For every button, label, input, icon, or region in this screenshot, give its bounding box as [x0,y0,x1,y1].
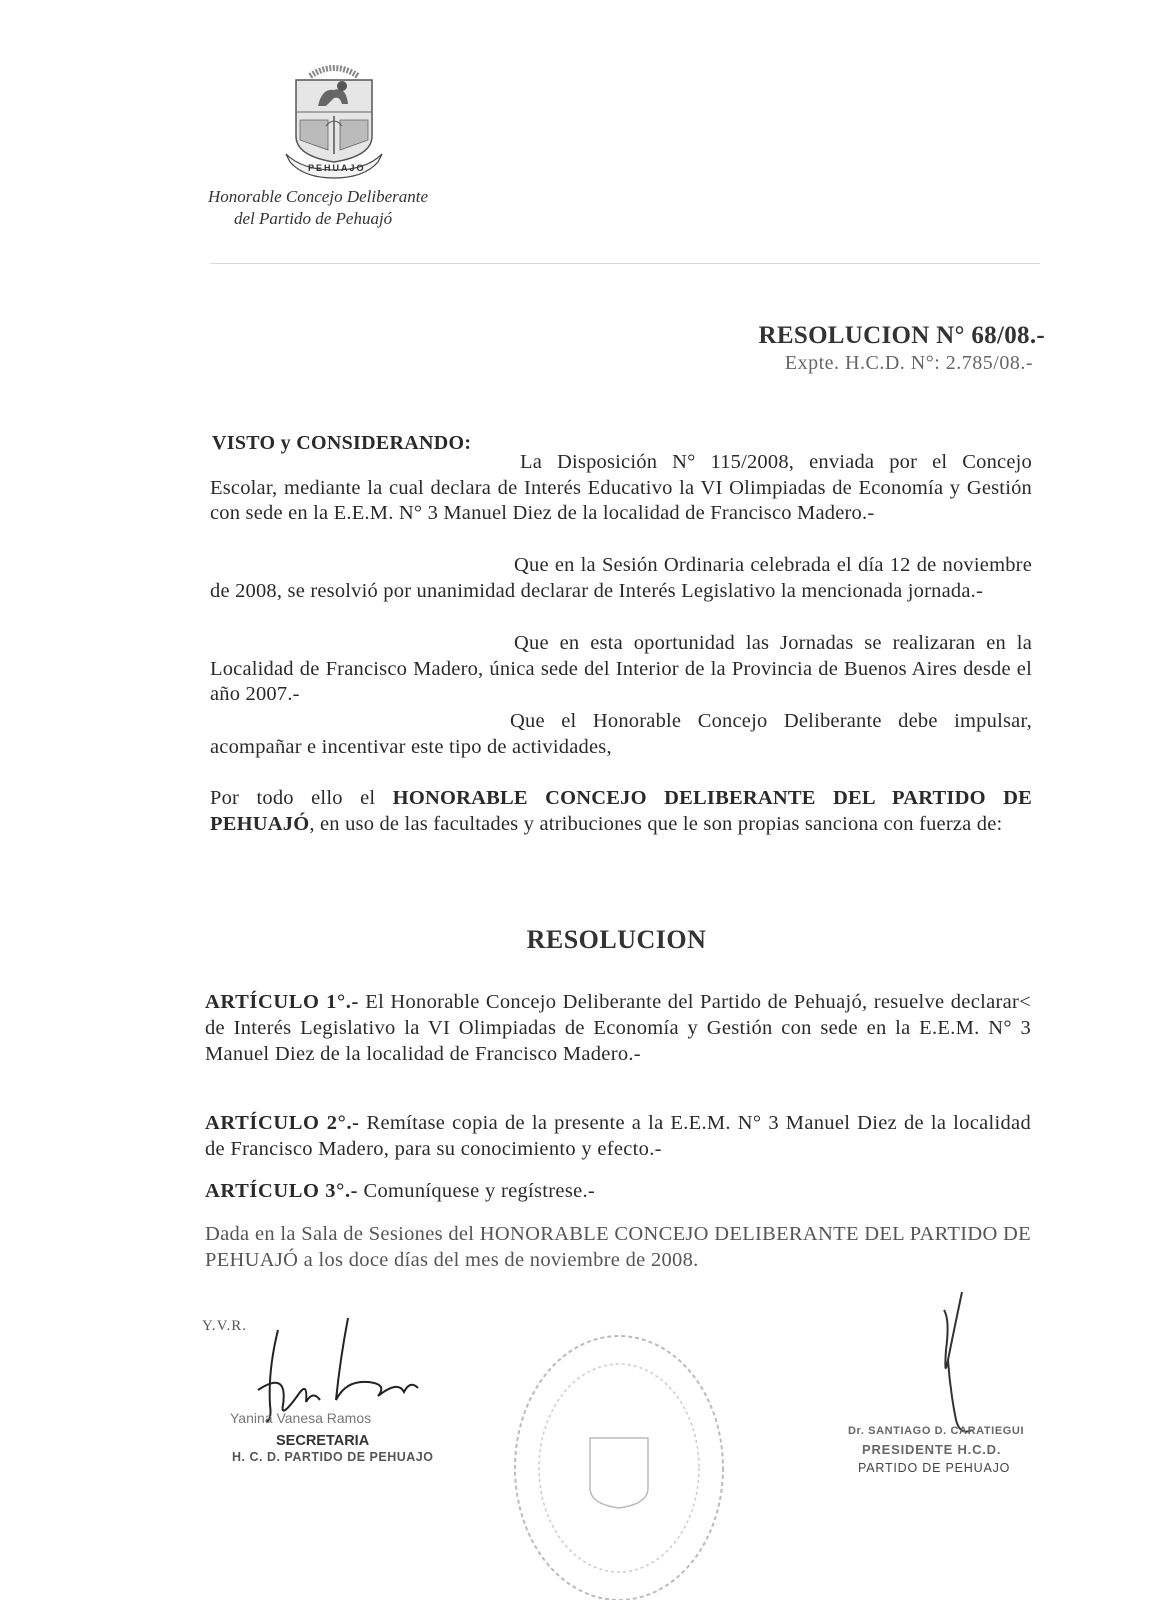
institution-line-2: del Partido de Pehuajó [234,209,393,228]
secretary-name: Yanina Vanesa Ramos [230,1410,372,1426]
resolution-title: RESOLUCION [526,925,707,954]
institution-line-1: Honorable Concejo Deliberante [208,187,429,206]
resolution-number: RESOLUCION N° 68/08.- [758,322,1045,349]
crest-label: PEHUAJO [308,163,366,173]
article-2: ARTÍCULO 2°.- Remítase copia de la presente a la E.E.M. N° 3 Manuel Diez de la localidad de Francisco Madero, para su conocimiento y efecto.- [205,1112,1031,1160]
official-seal-stamp [508,1328,730,1600]
considerando-paragraph-1: La Disposición N° 115/2008, enviada por el Concejo Escolar, mediante la cual declara de Interés Educativo la VI Olimpiadas de Economía y Gestión con sede en la E.E.M. N° 3 Manuel Diez de la localidad de Francisco Madero.- [210,451,1032,524]
closing-paragraph: Dada en la Sala de Sesiones del HONORABLE CONCEJO DELIBERANTE DEL PARTIDO DE PEHUAJÓ a los doce días del mes de noviembre de 2008. [205,1223,1031,1271]
considerando-paragraph-2: Que en la Sesión Ordinaria celebrada el día 12 de noviembre de 2008, se resolvió por unanimidad declarar de Interés Legislativo la mencionada jornada.- [210,554,1032,602]
header-divider [210,263,1040,264]
president-org: PARTIDO DE PEHUAJO [858,1461,1011,1475]
typist-initials: Y.V.R. [202,1318,248,1334]
expediente-number: Expte. H.C.D. N°: 2.785/08.- [784,352,1033,374]
considerando-paragraph-4: Que el Honorable Concejo Deliberante debe impulsar, acompañar e incentivar este tipo de actividades, [210,710,1032,758]
institution-name [208,186,428,230]
secretary-title: SECRETARIA [276,1433,370,1449]
president-signature [900,1290,1020,1440]
article-3: ARTÍCULO 3°.- Comuníquese y regístrese.- [205,1180,596,1202]
president-title: PRESIDENTE H.C.D. [862,1442,1002,1457]
considerandos-heading: VISTO y CONSIDERANDO: [212,432,472,454]
sanction-paragraph: Por todo ello el HONORABLE CONCEJO DELIBERANTE DEL PARTIDO DE PEHUAJÓ, en uso de las facultades y atribuciones que le son propias sanciona con fuerza de: [210,787,1032,835]
secretary-org-stamp: H. C. D. PARTIDO DE PEHUAJO [232,1450,434,1464]
considerando-paragraph-3: Que en esta oportunidad las Jornadas se realizaran en la Localidad de Francisco Madero, única sede del Interior de la Provincia de Buenos Aires desde el año 2007.- [210,632,1032,705]
article-1: ARTÍCULO 1°.- El Honorable Concejo Deliberante del Partido de Pehuajó, resuelve declarar< de Interés Legislativo la VI Olimpiadas de Economía y Gestión con sede en la E.E.M. N° 3 Manuel Diez de la localidad de Francisco Madero.- [205,991,1032,1065]
municipal-crest-logo [282,58,386,180]
president-name: Dr. SANTIAGO D. CARATIEGUI [848,1425,1025,1437]
